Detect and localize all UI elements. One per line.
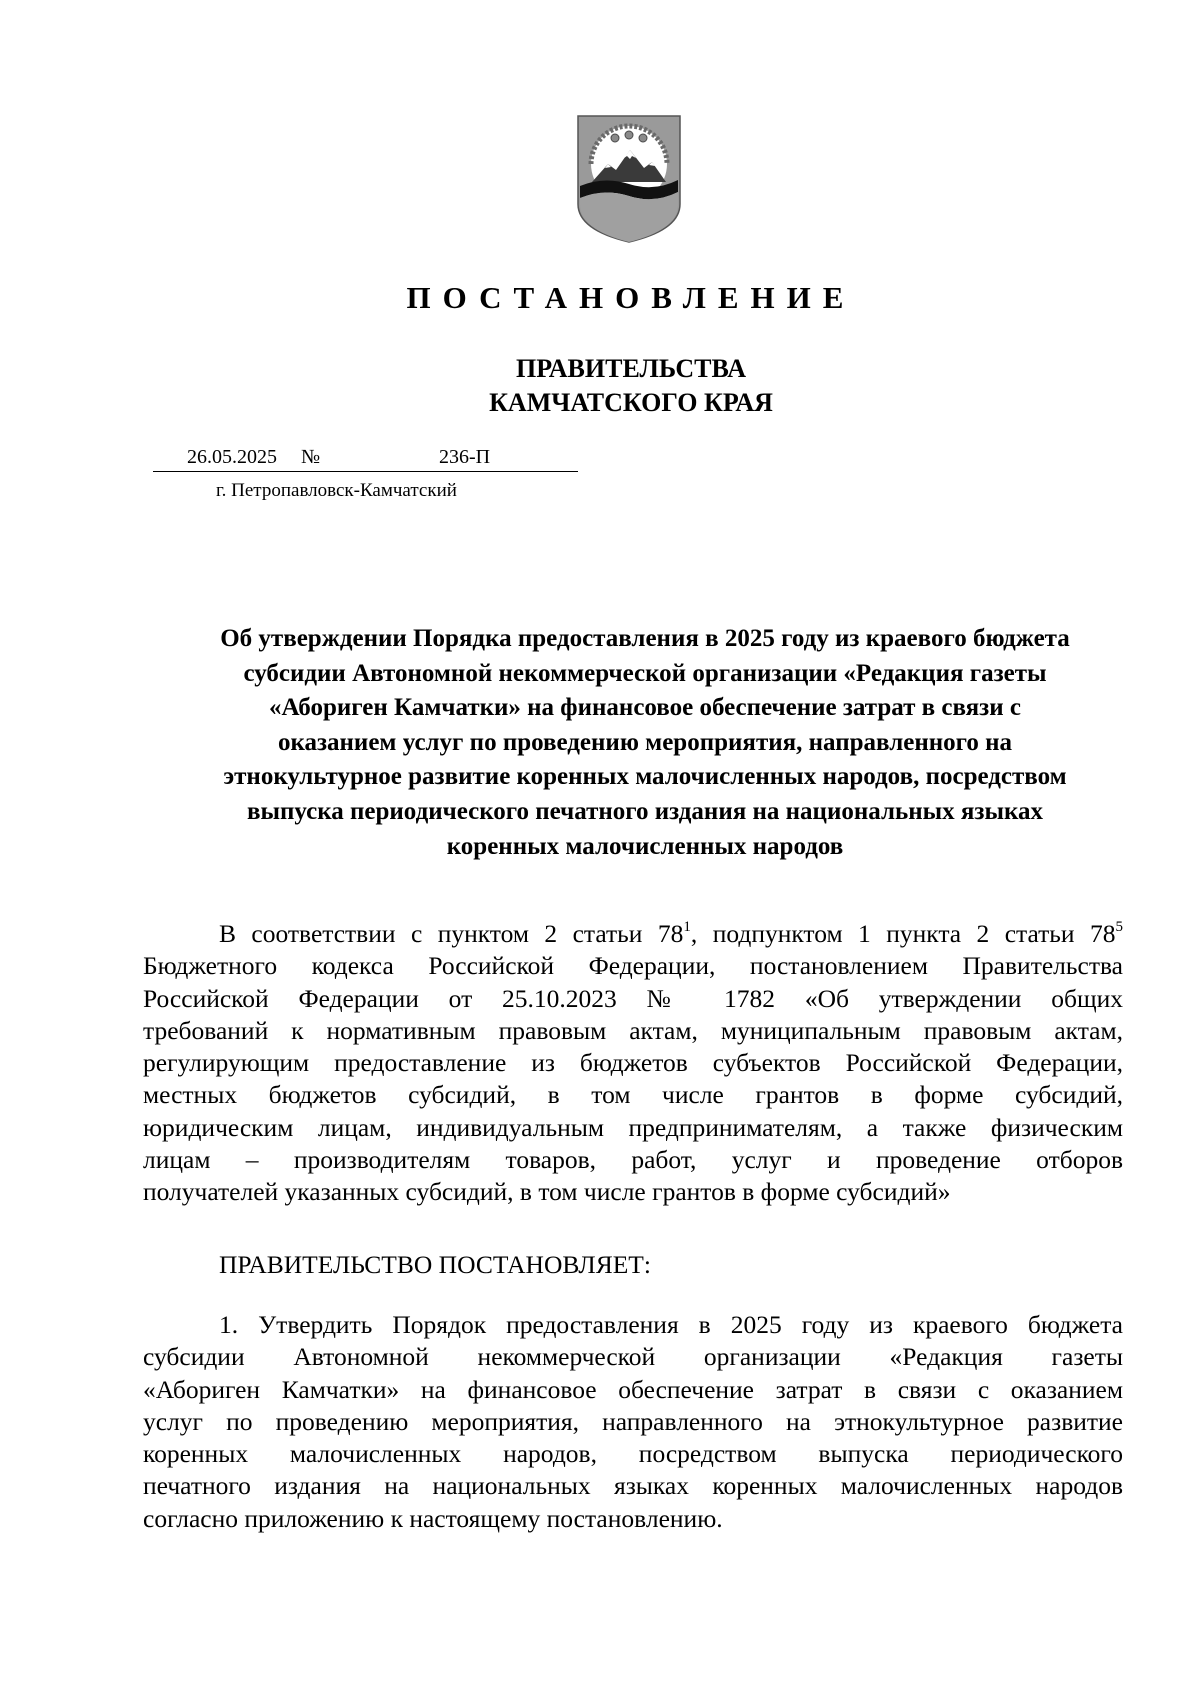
preamble-line: Бюджетного кодекса Российской Федерации, постановлением Правительства [143, 951, 1123, 981]
date-number-line [153, 446, 578, 472]
document-title [145, 622, 1145, 864]
number-sign: № [301, 446, 321, 468]
title-line: «Абориген Камчатки» на финансовое обеспечение затрат в связи с [269, 694, 1021, 722]
preamble-text: , подпунктом 1 пункта 2 статьи 78 [690, 919, 1116, 948]
city-label: г. Петропавловск-Камчатский [216, 480, 457, 501]
item-line: 1. Утвердить Порядок предоставления в 2025 году из краевого бюджета [219, 1310, 1123, 1339]
item-line: субсидии Автономной некоммерческой организации «Редакция газеты [143, 1342, 1123, 1372]
document-type-heading: ПОСТАНОВЛЕНИЕ [406, 280, 856, 315]
preamble-text: В соответствии с пунктом 2 статьи 78 [219, 919, 684, 948]
preamble-line: лицам – производителям товаров, работ, услуг и проведение отборов [143, 1145, 1123, 1175]
item-line: согласно приложению к настоящему постановлению. [143, 1503, 723, 1533]
title-line: субсидии Автономной некоммерческой организации «Редакция газеты [243, 659, 1047, 687]
issuer-line: ПРАВИТЕЛЬСТВА [516, 354, 746, 383]
title-line: коренных малочисленных народов [446, 832, 844, 860]
issuer-line: КАМЧАТСКОГО КРАЯ [489, 388, 773, 417]
document-number: 236-П [439, 446, 491, 468]
preamble-line: юридическим лицам, индивидуальным предпринимателям, а также физическим [143, 1112, 1123, 1142]
preamble-line: регулирующим предоставление из бюджетов субъектов Российской Федерации, [143, 1048, 1123, 1078]
title-line: этнокультурное развитие коренных малочисленных народов, посредством [223, 763, 1067, 791]
title-line: Об утверждении Порядка предоставления в 2025 году из краевого бюджета [220, 625, 1070, 652]
preamble-paragraph [143, 918, 1123, 1209]
item-line: «Абориген Камчатки» на финансовое обеспечение затрат в связи с оказанием [143, 1374, 1123, 1404]
superscript: 1 [683, 919, 691, 935]
superscript: 5 [1115, 919, 1123, 935]
preamble-line: требований к нормативным правовым актам, муниципальным правовым актам, [143, 1015, 1123, 1045]
item-line: печатного издания на национальных языках коренных малочисленных народов [143, 1471, 1123, 1501]
decree-statement: ПРАВИТЕЛЬСТВО ПОСТАНОВЛЯЕТ: [219, 1250, 651, 1279]
preamble-line: Российской Федерации от 25.10.2023 № 1782 «Об утверждении общих [143, 983, 1123, 1013]
item-line: коренных малочисленных народов, посредством выпуска периодического [143, 1439, 1123, 1469]
item-line: услуг по проведению мероприятия, направленного на этнокультурное развитие [143, 1406, 1123, 1436]
document-date: 26.05.2025 [187, 446, 277, 468]
issuer-block [0, 352, 1200, 420]
title-line: оказанием услуг по проведению мероприятия, направленного на [277, 728, 1013, 756]
preamble-line: местных бюджетов субсидий, в том числе грантов в форме субсидий, [143, 1080, 1123, 1110]
coat-of-arms-icon [574, 112, 684, 244]
preamble-first-line [143, 918, 1123, 950]
item-1-paragraph [143, 1309, 1123, 1535]
preamble-line: получателей указанных субсидий, в том числе грантов в форме субсидий» [143, 1177, 951, 1207]
title-line: выпуска периодического печатного издания на национальных языках [246, 797, 1044, 825]
